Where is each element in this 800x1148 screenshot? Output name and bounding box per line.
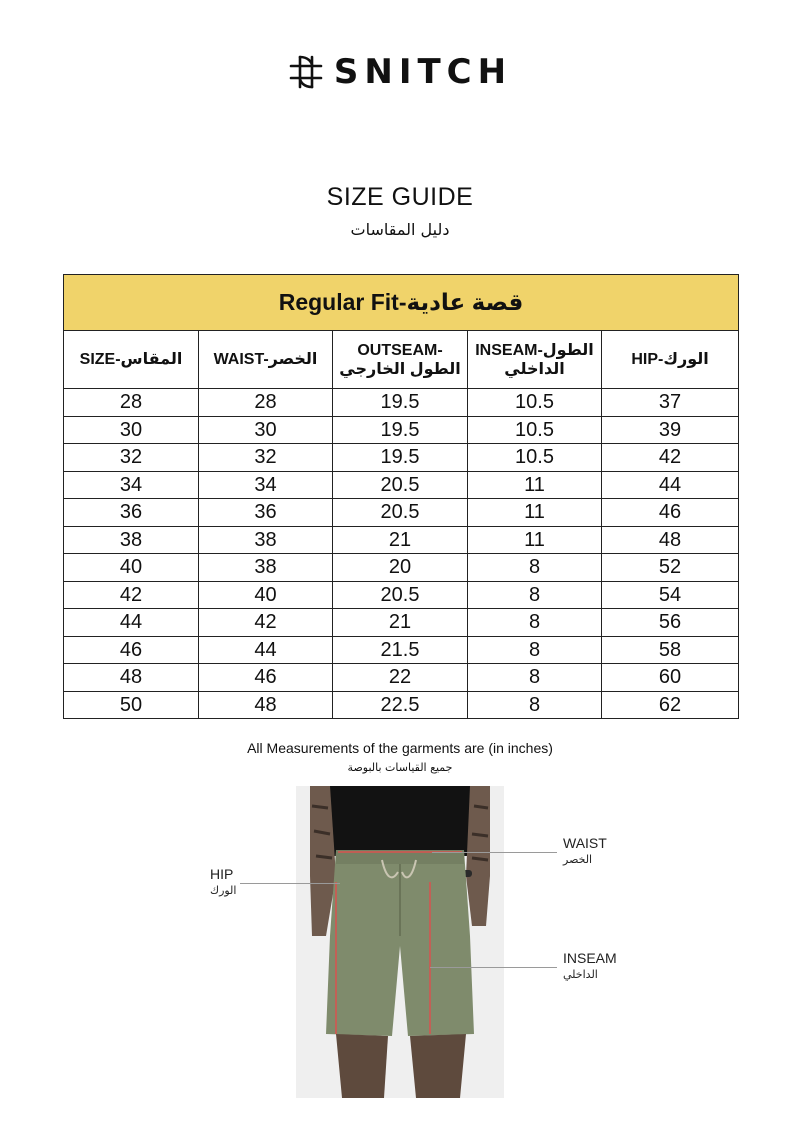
cell-inseam: 10.5 (468, 416, 602, 444)
cell-hip: 37 (602, 389, 739, 417)
cell-size: 40 (64, 554, 199, 582)
cell-waist: 40 (199, 581, 333, 609)
cell-waist: 38 (199, 554, 333, 582)
snitch-logo-icon (288, 54, 324, 90)
cell-size: 30 (64, 416, 199, 444)
cell-inseam: 11 (468, 526, 602, 554)
cell-waist: 46 (199, 664, 333, 692)
cell-waist: 42 (199, 609, 333, 637)
hip-label: HIP (210, 866, 234, 882)
hip-label-arabic: الورك (210, 884, 237, 897)
waist-label: WAIST (563, 835, 607, 851)
header-size: SIZE-المقاس (64, 331, 199, 389)
cell-outseam: 19.5 (333, 416, 468, 444)
cell-size: 32 (64, 444, 199, 472)
cell-size: 48 (64, 664, 199, 692)
cell-inseam: 10.5 (468, 444, 602, 472)
cell-outseam: 20 (333, 554, 468, 582)
cell-outseam: 21 (333, 526, 468, 554)
cell-waist: 30 (199, 416, 333, 444)
table-row (64, 444, 739, 472)
cell-outseam: 21 (333, 609, 468, 637)
page-subtitle: دليل المقاسات (350, 220, 450, 239)
header-inseam: INSEAM-الطول الداخلي (468, 331, 602, 389)
table-row (64, 664, 739, 692)
hip-guide-line (240, 883, 340, 884)
fit-label: Regular Fit-قصة عادية (64, 275, 739, 331)
cell-outseam: 20.5 (333, 471, 468, 499)
table-row (64, 471, 739, 499)
cell-hip: 48 (602, 526, 739, 554)
cell-inseam: 11 (468, 471, 602, 499)
cell-hip: 44 (602, 471, 739, 499)
cell-inseam: 11 (468, 499, 602, 527)
cell-inseam: 8 (468, 664, 602, 692)
header-waist: WAIST-الخصر (199, 331, 333, 389)
cell-waist: 48 (199, 691, 333, 719)
cell-hip: 39 (602, 416, 739, 444)
table-row (64, 554, 739, 582)
cell-outseam: 21.5 (333, 636, 468, 664)
table-row (64, 581, 739, 609)
cell-hip: 56 (602, 609, 739, 637)
cell-size: 50 (64, 691, 199, 719)
cell-inseam: 8 (468, 609, 602, 637)
cell-outseam: 22.5 (333, 691, 468, 719)
cell-waist: 28 (199, 389, 333, 417)
cell-size: 28 (64, 389, 199, 417)
cell-hip: 62 (602, 691, 739, 719)
table-row (64, 691, 739, 719)
column-header-row (64, 331, 739, 389)
cell-size: 46 (64, 636, 199, 664)
cell-inseam: 8 (468, 554, 602, 582)
cell-size: 38 (64, 526, 199, 554)
inseam-label: INSEAM (563, 950, 617, 966)
cell-outseam: 20.5 (333, 581, 468, 609)
table-row (64, 636, 739, 664)
measurement-note-arabic: جميع القياسات بالبوصة (347, 761, 453, 774)
cell-inseam: 10.5 (468, 389, 602, 417)
cell-inseam: 8 (468, 691, 602, 719)
measurement-note: All Measurements of the garments are (in inches) (247, 740, 553, 756)
cell-hip: 42 (602, 444, 739, 472)
cell-hip: 58 (602, 636, 739, 664)
inseam-label-arabic: الداخلي (563, 968, 598, 981)
table-row (64, 609, 739, 637)
cell-inseam: 8 (468, 636, 602, 664)
brand-logo (0, 52, 800, 92)
table-row (64, 416, 739, 444)
cell-waist: 34 (199, 471, 333, 499)
page-title: SIZE GUIDE (326, 183, 474, 211)
brand-name: SNITCH (333, 52, 513, 92)
model-photo (296, 786, 504, 1098)
cell-hip: 52 (602, 554, 739, 582)
inseam-guide-line (430, 967, 557, 968)
cell-size: 34 (64, 471, 199, 499)
cell-hip: 54 (602, 581, 739, 609)
cell-outseam: 19.5 (333, 444, 468, 472)
cell-hip: 46 (602, 499, 739, 527)
size-table (63, 274, 739, 719)
cell-outseam: 20.5 (333, 499, 468, 527)
waist-label-arabic: الخصر (563, 853, 593, 866)
cell-waist: 38 (199, 526, 333, 554)
cell-inseam: 8 (468, 581, 602, 609)
cell-size: 44 (64, 609, 199, 637)
cell-outseam: 22 (333, 664, 468, 692)
header-hip: HIP-الورك (602, 331, 739, 389)
cell-waist: 32 (199, 444, 333, 472)
shorts-illustration (296, 786, 504, 1098)
waist-guide-line (432, 852, 557, 853)
cell-waist: 36 (199, 499, 333, 527)
fit-header-row (64, 275, 739, 331)
cell-outseam: 19.5 (333, 389, 468, 417)
cell-size: 36 (64, 499, 199, 527)
header-outseam: OUTSEAM- الطول الخارجي (333, 331, 468, 389)
cell-size: 42 (64, 581, 199, 609)
table-row (64, 526, 739, 554)
table-row (64, 389, 739, 417)
cell-waist: 44 (199, 636, 333, 664)
cell-hip: 60 (602, 664, 739, 692)
table-row (64, 499, 739, 527)
